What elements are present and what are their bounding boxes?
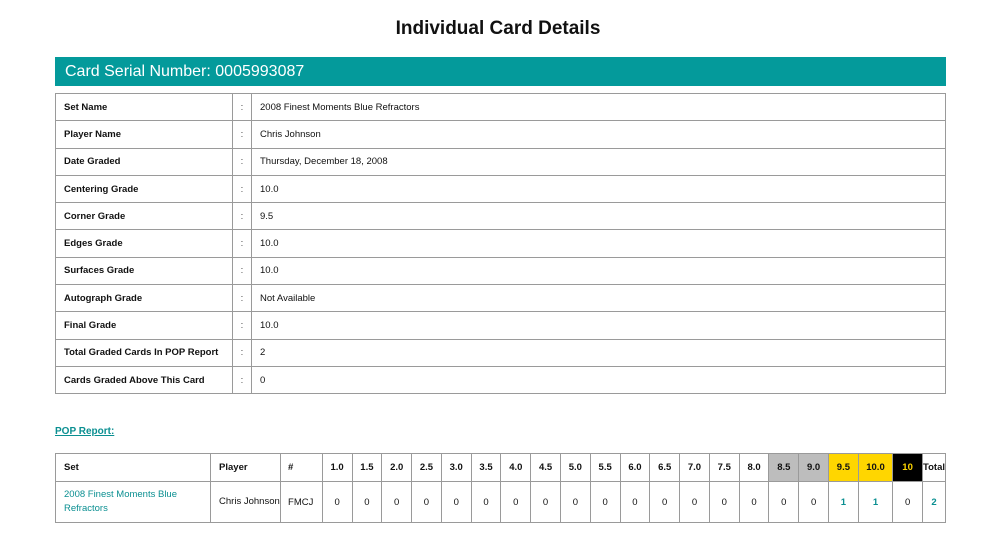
pop-cell-count: 0 [560,482,590,523]
pop-header-grade: 9.0 [799,454,829,482]
pop-header-grade: 10 [893,454,923,482]
details-label: Edges Grade [56,230,233,257]
pop-cell-count: 0 [501,482,531,523]
details-label: Surfaces Grade [56,257,233,284]
pop-header-grade: 2.0 [382,454,412,482]
pop-cell-count: 0 [352,482,382,523]
details-label: Total Graded Cards In POP Report [56,339,233,366]
details-row [56,339,946,366]
pop-set-link[interactable]: 2008 Finest Moments Blue Refractors [64,489,178,514]
page-title: Individual Card Details [395,18,601,39]
details-label: Final Grade [56,312,233,339]
pop-total-link[interactable]: 2 [931,496,937,508]
pop-header-grade: 5.0 [560,454,590,482]
pop-header-grade: 3.0 [441,454,471,482]
pop-cell-count: 0 [412,482,442,523]
details-value: 0 [252,366,946,393]
card-serial-number-bar [55,57,946,86]
pop-cell-count [858,482,892,523]
details-row [56,175,946,202]
pop-header-grade: 9.5 [829,454,859,482]
card-serial-number-label: Card Serial Number: 0005993087 [65,62,305,80]
details-separator: : [233,285,252,312]
details-label: Date Graded [56,148,233,175]
pop-cell-count: 0 [531,482,561,523]
pop-header-grade: 8.5 [769,454,799,482]
details-row [56,366,946,393]
pop-report-table [55,453,946,523]
details-label: Autograph Grade [56,285,233,312]
pop-header-grade: 8.0 [739,454,769,482]
pop-cell-count: 0 [709,482,739,523]
details-row [56,285,946,312]
pop-header-grade: 4.5 [531,454,561,482]
pop-cell-count [829,482,859,523]
pop-header-grade: 7.0 [680,454,710,482]
pop-report-link[interactable]: POP Report: [55,426,115,437]
pop-player-name: Chris Johnson [219,496,280,507]
pop-cell-count: 0 [471,482,501,523]
details-value: 10.0 [252,175,946,202]
details-separator: : [233,203,252,230]
details-value: Not Available [252,285,946,312]
pop-header-grade: 10.0 [858,454,892,482]
pop-cell-count: 0 [382,482,412,523]
pop-header-grade: 3.5 [471,454,501,482]
pop-cell-count: 0 [680,482,710,523]
pop-count-link[interactable]: 1 [872,496,879,508]
details-separator: : [233,121,252,148]
pop-cell-count: 0 [322,482,352,523]
pop-cell-total [923,482,946,523]
details-value: 2008 Finest Moments Blue Refractors [260,101,420,113]
pop-header-grade: 4.0 [501,454,531,482]
pop-cell-count: 0 [650,482,680,523]
details-separator: : [233,312,252,339]
details-separator: : [233,339,252,366]
details-label: Cards Graded Above This Card [56,366,233,393]
details-separator: : [233,230,252,257]
details-value: Chris Johnson [252,121,946,148]
details-value: 10.0 [252,230,946,257]
details-row [56,94,946,121]
card-details-table [55,93,946,394]
details-label: Corner Grade [56,203,233,230]
details-row [56,257,946,284]
details-row [56,230,946,257]
details-label: Centering Grade [56,175,233,202]
pop-cell-count: 0 [590,482,620,523]
details-value: 10.0 [252,312,946,339]
details-row [56,203,946,230]
pop-cell-count: 0 [769,482,799,523]
pop-cell-count: 0 [441,482,471,523]
pop-header-grade: 1.0 [322,454,352,482]
pop-header-grade: 6.0 [620,454,650,482]
pop-header-grade: 5.5 [590,454,620,482]
pop-cell-count: 0 [739,482,769,523]
details-separator: : [233,94,252,121]
pop-cell-count: 0 [893,482,923,523]
pop-cell-number: FMCJ [281,482,323,523]
details-label: Player Name [56,121,233,148]
details-separator: : [233,257,252,284]
pop-cell-player [211,482,281,523]
details-row [56,148,946,175]
pop-header-grade: 6.5 [650,454,680,482]
pop-header-player: Player [211,454,281,482]
pop-header-grade: 1.5 [352,454,382,482]
details-separator: : [233,366,252,393]
pop-cell-count: 0 [799,482,829,523]
details-row [56,121,946,148]
pop-header-total: Total [923,454,946,482]
pop-cell-count: 0 [620,482,650,523]
details-label: Set Name [56,94,233,121]
pop-header-set: Set [56,454,211,482]
details-row [56,312,946,339]
details-separator: : [233,175,252,202]
details-value: Thursday, December 18, 2008 [252,148,946,175]
pop-header-grade: 2.5 [412,454,442,482]
details-value: 9.5 [252,203,946,230]
pop-header-number: # [281,454,323,482]
pop-count-link[interactable]: 1 [840,496,847,508]
pop-report-row [56,482,946,523]
details-value: 2 [252,339,946,366]
pop-cell-set [56,482,211,523]
details-value: 10.0 [252,257,946,284]
details-separator: : [233,148,252,175]
pop-header-grade: 7.5 [709,454,739,482]
